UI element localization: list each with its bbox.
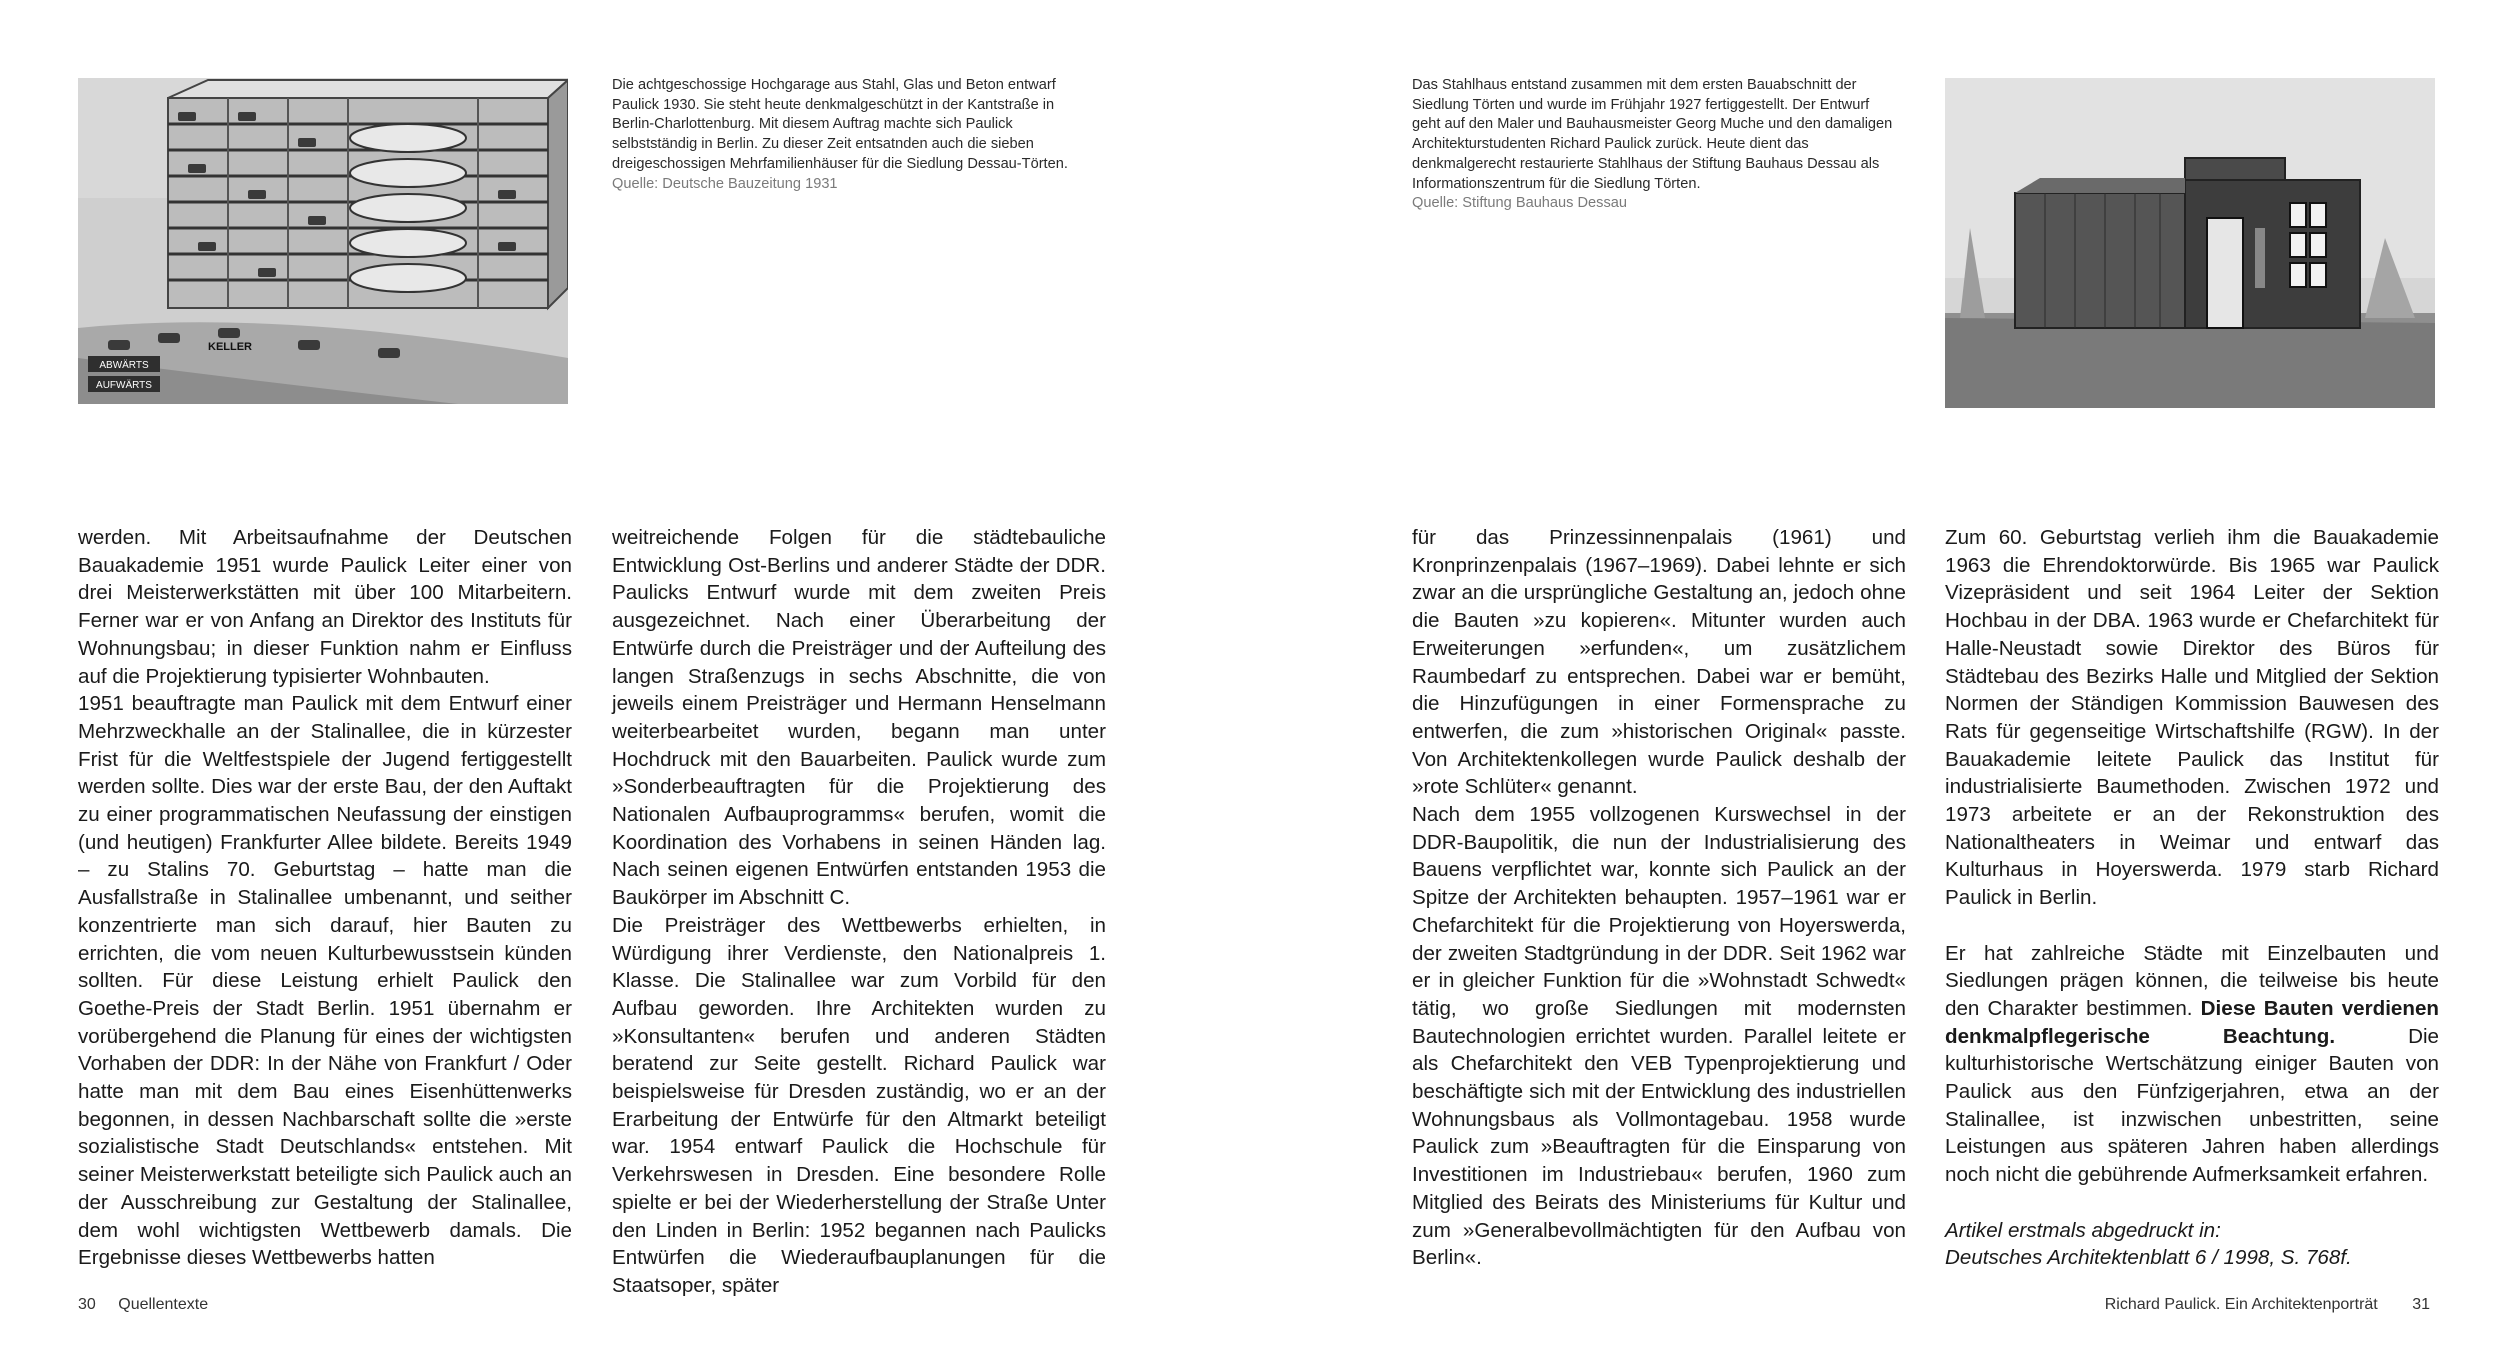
publication-note bbox=[1945, 1217, 2439, 1272]
footer-right bbox=[2105, 1296, 2430, 1314]
paragraph-text: Die kulturhistorische Wertschätzung einiger Bauten von Paulick aus den Fünfzigerjahren, etwa an der Stalinallee, ist inzwischen unbestritten, seine Leistungen aus späteren Jahren haben allerdings noch nicht die gebührende Aufmerksamkeit erfahren. bbox=[1945, 1024, 2439, 1187]
steel-house-photo bbox=[1945, 78, 2435, 408]
paragraph: Die Preisträger des Wettbewerbs erhielten, in Würdigung ihrer Verdienste, den Nationalpreis 1. Klasse. Die Stalinallee war zum Vorbild für den Aufbau geworden. Ihre Architekten wurden zu »Konsultanten« berufen und anderen Städten beratend zur Seite gestellt. Richard Paulick war beispielsweise für Dresden zuständig, wo er an der Erarbeitung der Entwürfe für den Altmarkt beteiligt war. 1954 entwarf Paulick die Hochschule für Verkehrswesen in Dresden. Eine besondere Rolle spielte er bei der Wiederherstellung der Straße Unter den Linden in Berlin: 1952 begannen nach Paulicks Entwürfen die Wiederaufbauplanungen für die Staatsoper, später bbox=[612, 913, 1106, 1297]
text-column-3 bbox=[1412, 524, 1906, 1272]
caption-right-source: Quelle: Stiftung Bauhaus Dessau bbox=[1412, 195, 1627, 212]
caption-left bbox=[612, 76, 1084, 194]
paragraph-text: Er hat zahlreiche Städte mit Einzelbauten und Siedlungen prägen können, die teilweise bis heute den Charakter bestimmen. bbox=[1945, 941, 2439, 1020]
paragraph bbox=[1945, 940, 2439, 1189]
page-number-left: 30 bbox=[78, 1296, 96, 1313]
paragraph: für das Prinzessinnenpalais (1961) und Kronprinzenpalais (1967–1969). Dabei lehnte er sich zwar an die ursprüngliche Gestaltung an, jedoch ohne die Bauten »zu kopieren«. Mitunter wurden auch Erweiterungen »erfunden«, um zusätzlichem Raumbedarf zu entsprechen. Dabei war er bemüht, die Hinzufügungen in einer Formensprache zu entwerfen, die zum »historischen Original« passte. Von Architektenkollegen wurde Paulick deshalb der »rote Schlüter« genannt. bbox=[1412, 526, 1906, 799]
caption-right-text: Das Stahlhaus entstand zusammen mit dem ersten Bauabschnitt der Siedlung Törten und wurde im Frühjahr 1927 fertiggestellt. Der Entwurf geht auf den Maler und Bauhausmeister Georg Muche und den damaligen Architekturstudenten Richard Paulick zurück. Heute dient das denkmalgerecht restaurierte Stahlhaus der Stiftung Bauhaus Dessau als Informationszentrum für die Siedlung Törten. bbox=[1412, 77, 1893, 192]
publication-note-line: Deutsches Architektenblatt 6 / 1998, S. 768f. bbox=[1945, 1246, 2352, 1270]
paragraph: weitreichende Folgen für die städtebauliche Entwicklung Ost-Berlins und anderer Städte der DDR. Paulicks Entwurf wurde mit dem zweiten Preis ausgezeichnet. Nach einer Überarbeitung der Entwürfe durch die Preisträger und der Aufteilung des langen Straßenzugs in sechs Abschnitte, die von jeweils einem Preisträger und Hermann Henselmann weiterbearbeitet wurden, begann man unter Hochdruck mit den Bauarbeiten. Paulick wurde zum »Sonderbeauftragten für die Projektierung des Nationalen Aufbauprogramms« berufen, womit die Koordination des Vorhabens in seinen Händen lag. Nach seinen eigenen Entwürfen entstanden 1953 die Baukörper im Abschnitt C. bbox=[612, 526, 1106, 910]
text-column-1 bbox=[78, 524, 572, 1272]
publication-note-line: Artikel erstmals abgedruckt in: bbox=[1945, 1218, 2221, 1242]
paragraph: Nach dem 1955 vollzogenen Kurswechsel in der DDR-Baupolitik, die nun der Industrialisierung des Bauens verpflichtet war, konnte sich Paulick an der Spitze der Architekten behaupten. 1957–1961 war er Chefarchitekt für die Projektierung von Hoyerswerda, der zweiten Stadtgründung in der DDR. Seit 1962 war er in gleicher Funktion für die »Wohnstadt Schwedt« tätig, wo große Siedlungen mit modernsten Bautechnologien errichtet wurden. Parallel leitete er als Chefarchitekt den VEB Typenprojektierung und beschäftigte sich mit der Entwicklung des industriellen Wohnungsbaus als Vollmontagebau. 1958 wurde Paulick zum »Beauftragten für die Einsparung von Investitionen im Industriebau« berufen, 1960 zum Mitglied des Beirats des Ministeriums für Kultur und zum »Generalbevollmächtigten für den Aufbau von Berlin«. bbox=[1412, 803, 1906, 1270]
emphasis-text: Diese Bauten verdienen denkmalpflegerische Beachtung. bbox=[1945, 996, 2439, 1048]
page-number-right: 31 bbox=[2412, 1296, 2430, 1313]
paragraph: Zum 60. Geburtstag verlieh ihm die Bauakademie 1963 die Ehrendoktorwürde. Bis 1965 war Paulick Vizepräsident und seit 1964 Leiter der Sektion Hochbau in der DBA. 1963 wurde er Chefarchitekt für Halle-Neustadt sowie Direktor des Büros für Städtebau des Bezirks Halle und Mitglied der Sektion Normen der Ständigen Kommission Bauwesen des Rats für gegenseitige Wirtschaftshilfe (RGW). In der Bauakademie leitete Paulick das Institut für industrialisierte Baumethoden. Zwischen 1972 und 1973 arbeitete er an der Rekonstruktion des Nationaltheaters in Weimar und entwarf das Kulturhaus in Hoyerswerda. 1979 starb Richard Paulick in Berlin. bbox=[1945, 526, 2439, 910]
running-header-left: Quellentexte bbox=[118, 1296, 209, 1313]
running-header-right: Richard Paulick. Ein Architektenporträt bbox=[2104, 1296, 2378, 1313]
footer-left bbox=[78, 1296, 208, 1314]
caption-right bbox=[1412, 76, 1896, 214]
parking-garage-illustration bbox=[78, 78, 568, 404]
paragraph: 1951 beauftragte man Paulick mit dem Entwurf einer Mehrzweckhalle an der Stalinallee, die in kürzester Frist für die Weltfestspiele der Jugend fertiggestellt werden sollte. Dies war der erste Bau, der den Auftakt zu einer programmatischen Neufassung der einstigen (und heutigen) Frankfurter Allee bildete. Bereits 1949 – zu Stalins 70. Geburtstag – hatte man die Ausfallstraße in Stalinallee umbenannt, und seither konzentrierte man sich darauf, hier Bauten zu errichten, die vom neuen Kulturbewusstsein künden sollten. Für diese Leistung erhielt Paulick den Goethe-Preis der Stadt Berlin. 1951 übernahm er vorübergehend die Planung für eines der wichtigsten Vorhaben der DDR: In der Nähe von Frankfurt / Oder hatte man mit dem Bau eines Eisenhüttenwerks begonnen, in dessen Nachbarschaft sollte die »erste sozialistische Stadt Deutschlands« entstehen. Mit seiner Meisterwerkstatt beteiligte sich Paulick auch an der Ausschreibung zur Gestaltung der Stalinallee, dem wohl wichtigsten Wettbewerb damals. Die Ergebnisse dieses Wettbewerbs hatten bbox=[78, 692, 572, 1270]
text-column-2 bbox=[612, 524, 1106, 1300]
garage-sign-down: ABWÄRTS bbox=[99, 360, 149, 371]
caption-left-source: Quelle: Deutsche Bauzeitung 1931 bbox=[612, 175, 838, 192]
garage-sign-up: AUFWÄRTS bbox=[96, 380, 152, 391]
text-column-4 bbox=[1945, 524, 2439, 1272]
garage-label-keller: KELLER bbox=[208, 341, 252, 353]
paragraph: werden. Mit Arbeitsaufnahme der Deutschen Bauakademie 1951 wurde Paulick Leiter einer von drei Meisterwerkstätten mit über 100 Mitarbeitern. Ferner war er von Anfang an Direktor des Instituts für Wohnungsbau; in dieser Funktion nahm er Einfluss auf die Projektierung typisierter Wohnbauten. bbox=[78, 526, 572, 688]
caption-left-text: Die achtgeschossige Hochgarage aus Stahl, Glas und Beton entwarf Paulick 1930. Sie steht heute denkmalgeschützt in der Kantstraße in Berlin-Charlottenburg. Mit diesem Auftrag machte sich Paulick selbstständig in Berlin. Zu dieser Zeit entsatnden auch die sieben dreigeschossigen Mehrfamilienhäuser für die Siedlung Dessau-Törten. bbox=[612, 77, 1068, 172]
